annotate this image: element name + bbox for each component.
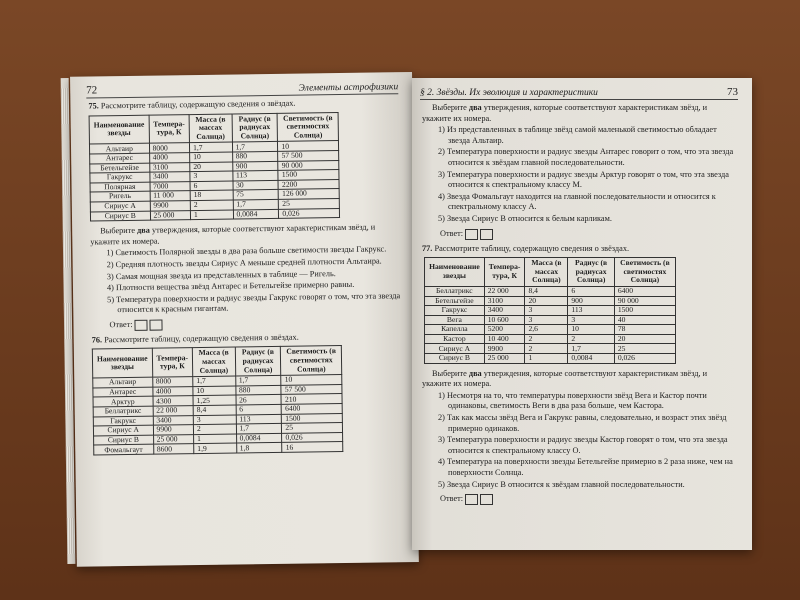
table-cell: 2 [525, 344, 568, 354]
col-name-header: Наименование звезды [92, 349, 152, 379]
table-cell: 10 600 [484, 315, 525, 325]
table-cell: 6 [236, 404, 282, 414]
table-cell: 0,026 [282, 432, 343, 442]
table-cell: 16 [282, 442, 343, 452]
table-cell: 1,9 [194, 443, 237, 453]
table-cell: 3 [193, 415, 236, 425]
table-cell: 20 [614, 334, 675, 344]
table-cell: Арктур [93, 397, 153, 407]
task-instructions [422, 369, 738, 390]
table-cell: 25 [614, 344, 675, 354]
left-page-header [86, 80, 398, 98]
table-cell: Гакрукс [93, 416, 153, 426]
task-76-title [92, 331, 402, 346]
table-cell: 126 000 [279, 189, 340, 199]
instruction-emphasis: два [468, 103, 482, 112]
table-cell: 2 [193, 424, 236, 434]
statement-item: 5) Температура поверхности и радиус звезды Гакрукс говорят о том, что эта звезда относится к красным гигантам. [107, 290, 401, 315]
table-cell: 10 [278, 141, 339, 151]
table-cell: 11 000 [150, 191, 191, 201]
instruction-text: утверждения, которые соответствуют характеристикам звёзд, и укажите их номера. [422, 368, 708, 389]
table-cell: 3100 [149, 162, 190, 172]
table-cell: Кастор [425, 334, 485, 344]
table-cell: 4000 [152, 386, 193, 396]
table-cell: 1,7 [193, 376, 236, 386]
table-row [425, 286, 676, 296]
table-cell: 0,026 [614, 354, 675, 364]
answer-box[interactable] [465, 494, 478, 505]
statement-item: 1) Светимость Полярной звезды в два раза больше светимости звезды Гакрукс. [106, 244, 387, 258]
table-cell: Беллатрикс [93, 406, 153, 416]
table-cell: 9900 [153, 425, 194, 435]
table-cell: 2 [525, 334, 568, 344]
table-cell: 9900 [150, 201, 191, 211]
table-cell: 880 [232, 151, 278, 161]
table-cell: Сириус А [425, 344, 485, 354]
task-instructions [90, 222, 400, 248]
table-cell: 1,7 [236, 424, 282, 434]
col-radius-header: Радиус (в радиусах Солнца) [568, 258, 614, 287]
table-cell: 900 [232, 161, 278, 171]
table-cell: Бетельгейзе [90, 163, 150, 173]
col-mass-header: Масса (в массах Солнца) [525, 258, 568, 287]
table-cell: 22 000 [153, 406, 194, 416]
table-cell: 113 [568, 306, 614, 316]
statement-item: 3) Самая мощная звезда из представленных в таблице — Ригель. [106, 268, 336, 281]
table-row [425, 325, 676, 335]
col-mass-header: Масса (в массах Солнца) [189, 114, 232, 143]
table-body [425, 286, 676, 363]
table-cell: Альтаир [89, 144, 149, 154]
table-cell: 1500 [282, 413, 343, 423]
table-body [93, 375, 343, 455]
answer-box[interactable] [135, 320, 148, 331]
table-row [425, 315, 676, 325]
col-name-header: Наименование звезды [89, 115, 149, 145]
table-cell: 3400 [153, 415, 194, 425]
col-radius-header: Радиус (в радиусах Солнца) [235, 347, 281, 376]
instruction-emphasis: два [136, 225, 150, 235]
table-cell: 1,7 [235, 376, 281, 386]
table-cell: 6400 [282, 404, 343, 414]
col-mass-header: Масса (в массах Солнца) [192, 347, 235, 376]
table-cell: Бетельгейзе [425, 296, 485, 306]
table-cell: 26 [236, 395, 282, 405]
statement-item: 4) Плотности вещества звёзд Антарес и Бетельгейзе примерно равны. [106, 279, 355, 293]
table-cell: 900 [568, 296, 614, 306]
task-75-title [88, 97, 398, 112]
answer-label: Ответ: [440, 494, 464, 504]
statement-item: 3) Температура поверхности и радиус звезды Арктур говорят о том, что эта звезда относится к спектральному классу М. [438, 169, 729, 190]
table-cell: 6400 [614, 286, 675, 296]
statement-item: 4) Температура на поверхности звезды Бетельгейзе примерно в 2 раза ниже, чем на поверхности Солнца. [438, 457, 733, 477]
table-cell: Антарес [93, 387, 153, 397]
table-cell: 1 [190, 210, 233, 220]
statement-item: 4) Звезда Фомальгаут находится на главной последовательности и относится к спектральному классу А. [438, 191, 716, 212]
task-number: 76. [91, 335, 103, 345]
table-cell: 1 [194, 434, 237, 444]
answer-label: Ответ: [109, 320, 133, 330]
table-cell: Гакрукс [425, 306, 485, 316]
table-cell: 6 [190, 181, 233, 191]
table-cell: Капелла [425, 325, 485, 335]
running-head: § 2. Звёзды. Их эволюция и характеристики [420, 88, 598, 98]
table-cell: Ригель [90, 192, 150, 202]
table-cell: Сириус В [90, 211, 150, 221]
table-cell: 1,8 [236, 443, 282, 453]
table-cell: 3 [190, 171, 233, 181]
table-cell: Фомальгаут [94, 445, 154, 455]
col-radius-header: Радиус (в радиусах Солнца) [232, 113, 278, 142]
table-cell: 40 [614, 315, 675, 325]
task-prompt: Рассмотрите таблицу, содержащую сведения о звёздах. [434, 243, 630, 253]
page-number: 73 [727, 86, 738, 98]
answer-box[interactable] [465, 229, 478, 240]
statement-item: 2) Так как массы звёзд Вега и Гакрукс равны, следовательно, и возраст этих звёзд примерно одинаков. [438, 413, 727, 433]
stars-table-75 [89, 112, 340, 222]
table-cell: Вега [425, 315, 485, 325]
table-cell: 1,7 [233, 199, 279, 209]
running-head: Элементы астрофизики [298, 82, 399, 94]
table-cell: 0,0084 [568, 354, 614, 364]
table-cell: 25 000 [484, 354, 525, 364]
table-cell: 75 [233, 190, 279, 200]
table-cell: Антарес [90, 153, 150, 163]
table-cell: 20 [190, 162, 233, 172]
table-cell: 2 [190, 200, 233, 210]
table-cell: 1,7 [568, 344, 614, 354]
col-temperature-header: Темпера-тура, К [484, 258, 525, 287]
stars-table-77 [424, 257, 676, 364]
table-header-row [89, 112, 338, 144]
table-cell: 9900 [484, 344, 525, 354]
statement-item: 3) Температура поверхности и радиус звезды Кастор говорят о том, что эта звезда относится к спектральному классу О. [438, 435, 728, 455]
table-cell: 3100 [484, 296, 525, 306]
table-cell: 57 500 [281, 384, 342, 394]
table-cell: Сириус В [94, 435, 154, 445]
table-cell: 10 [193, 386, 236, 396]
table-cell: 210 [281, 394, 342, 404]
table-header-row [425, 258, 676, 287]
table-body [89, 141, 339, 221]
answer-box[interactable] [480, 494, 493, 505]
col-luminosity-header: Светимость (в светимостях Солнца) [281, 346, 342, 376]
table-cell: Сириус В [425, 354, 485, 364]
table-cell: 18 [190, 190, 233, 200]
right-page-header [420, 86, 738, 100]
statements-list-75 [90, 244, 401, 316]
page-number: 72 [86, 84, 98, 97]
statements-list-76 [422, 125, 738, 224]
table-cell: 90 000 [278, 160, 339, 170]
statement-item: 5) Звезда Сириус В относится к звёздам главной последовательности. [438, 479, 685, 489]
table-cell: 8000 [149, 143, 190, 153]
left-page [70, 72, 419, 567]
table-row [90, 208, 339, 221]
answer-box[interactable] [480, 229, 493, 240]
instruction-text: Выберите [100, 225, 138, 236]
table-cell: 113 [232, 171, 278, 181]
table-cell: Полярная [90, 182, 150, 192]
table-cell: 8,4 [525, 286, 568, 296]
col-luminosity-header: Светимость (в светимостях Солнца) [277, 112, 338, 142]
table-cell: 30 [233, 180, 279, 190]
statement-item: 1) Несмотря на то, что температуры поверхности звёзд Вега и Кастор почти одинаковы, светимость Веги в два раза больше, чем Кастора. [438, 390, 707, 411]
instruction-text: Выберите [432, 368, 469, 378]
table-cell: 1,7 [232, 142, 278, 152]
answer-field-77 [440, 494, 738, 505]
col-luminosity-header: Светимость (в светимостях Солнца) [614, 258, 675, 287]
table-cell: 1,7 [190, 142, 233, 152]
task-number: 75. [88, 101, 99, 111]
table-cell: 25 [282, 423, 343, 433]
table-cell: 1,25 [193, 395, 236, 405]
table-cell: 78 [614, 325, 675, 335]
task-prompt: Рассмотрите таблицу, содержащую сведения о звёздах. [104, 332, 299, 345]
right-page [412, 78, 752, 550]
table-cell: 2,6 [525, 325, 568, 335]
task-number: 77. [422, 243, 433, 253]
table-cell: 25 [279, 198, 340, 208]
table-cell: 3400 [484, 306, 525, 316]
col-name-header: Наименование звезды [425, 258, 485, 287]
table-cell: 10 [281, 375, 342, 385]
table-cell: 113 [236, 414, 282, 424]
table-cell: 10 400 [484, 334, 525, 344]
table-cell: 0,0084 [233, 209, 279, 219]
table-cell: 22 000 [484, 286, 525, 296]
table-cell: 57 500 [278, 151, 339, 161]
statement-item: 2) Температура поверхности и радиус звезды Антарес говорит о том, что эта звезда относится к звёздам главной последовательности. [438, 147, 734, 167]
statement-item: 2) Средняя плотность звезды Сириус А меньше средней плотности Альтаира. [106, 256, 382, 270]
table-row [425, 334, 676, 344]
table-cell: Сириус А [93, 425, 153, 435]
table-cell: 0,026 [279, 208, 340, 218]
table-cell: Беллатрикс [425, 286, 485, 296]
table-cell: 1500 [614, 306, 675, 316]
table-cell: 1500 [278, 170, 339, 180]
answer-field-76 [440, 229, 738, 240]
task-77-title [422, 244, 738, 255]
stars-table-76 [92, 345, 343, 455]
statements-list-77 [422, 391, 738, 490]
statement-item: 1) Из представленных в таблице звёзд самой маленькой светимостью обладает звезда Альтаир. [438, 125, 717, 145]
table-cell: 10 [568, 325, 614, 335]
table-cell: 0,0084 [236, 433, 282, 443]
table-cell: 3400 [149, 172, 190, 182]
task-prompt: Рассмотрите таблицу, содержащую сведения о звёздах. [100, 98, 296, 111]
table-cell: 4000 [149, 153, 190, 163]
table-cell: 90 000 [614, 296, 675, 306]
table-cell: 20 [525, 296, 568, 306]
instruction-text: утверждения, которые соответствуют характеристикам звёзд, и укажите их номера. [422, 103, 708, 123]
table-cell: Сириус А [90, 201, 150, 211]
table-row [425, 344, 676, 354]
col-temperature-header: Темпера-тура, К [149, 114, 190, 143]
task-instructions [422, 103, 738, 124]
table-header-row [92, 346, 341, 378]
answer-box[interactable] [150, 319, 163, 330]
table-cell: 10 [190, 152, 233, 162]
col-temperature-header: Темпера-тура, К [152, 348, 193, 377]
table-cell: 7000 [150, 181, 191, 191]
table-cell: 8000 [152, 377, 193, 387]
statement-item: 5) Звезда Сириус В относится к белым карликам. [438, 213, 612, 223]
table-cell: Альтаир [93, 377, 153, 387]
table-cell: 1 [525, 354, 568, 364]
table-cell: 25 000 [153, 434, 194, 444]
table-cell: 3 [568, 315, 614, 325]
table-row [425, 296, 676, 306]
table-row [425, 354, 676, 364]
answer-field-75 [109, 316, 401, 331]
table-cell: 8,4 [193, 405, 236, 415]
table-cell: 2 [568, 334, 614, 344]
instruction-text: утверждения, которые соответствуют характеристикам звёзд, и укажите их номера. [90, 222, 376, 247]
table-cell: 8600 [153, 444, 194, 454]
table-cell: 3 [525, 306, 568, 316]
table-cell: 880 [235, 385, 281, 395]
instruction-emphasis: два [468, 368, 482, 378]
table-cell: 4300 [153, 396, 194, 406]
instruction-text: Выберите [432, 103, 469, 112]
table-cell: Гакрукс [90, 172, 150, 182]
table-cell: 5200 [484, 325, 525, 335]
table-cell: 6 [568, 286, 614, 296]
table-cell: 2200 [278, 179, 339, 189]
table-cell: 3 [525, 315, 568, 325]
table-cell: 25 000 [150, 210, 191, 220]
answer-label: Ответ: [440, 228, 464, 238]
table-row [425, 306, 676, 316]
